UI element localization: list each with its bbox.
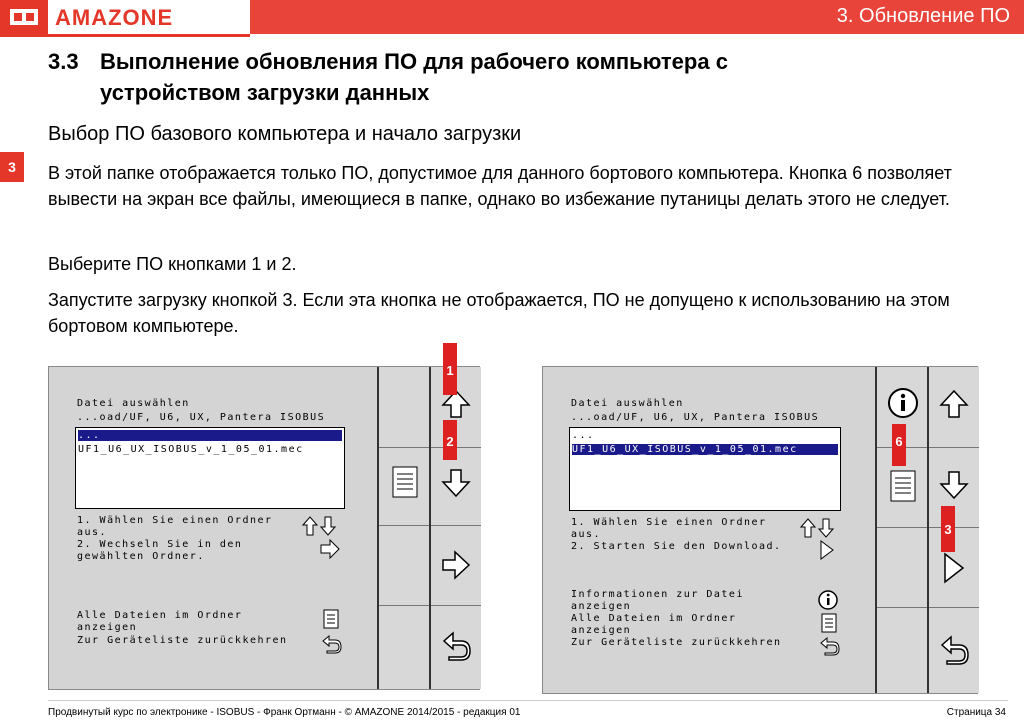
subheading: Выбор ПО базового компьютера и начало загрузки xyxy=(48,123,522,145)
screen1-path: ...oad/UF, U6, UX, Pantera ISOBUS xyxy=(77,412,326,423)
heading-line1: Выполнение обновления ПО для рабочего компьютера с xyxy=(100,49,728,74)
softkey-all-files-button[interactable] xyxy=(379,447,431,526)
screen1-instruction-1: 1. Wählen Sie einen Ordner aus. xyxy=(77,515,273,538)
softkey-back-button[interactable] xyxy=(431,605,481,690)
screen1-softkey-column-left xyxy=(377,367,431,689)
screen2-softkey-column-left xyxy=(875,367,929,693)
marker-3 xyxy=(941,506,955,552)
screen1-title: Datei auswählen xyxy=(77,398,190,409)
footer-text: Продвинутый курс по электронике - ISOBUS - Франк Ортманн - © AMAZONE 2014/2015 - редакция 01 xyxy=(48,707,521,718)
list-item[interactable]: UF1_U6_UX_ISOBUS_v_1_05_01.mec xyxy=(78,444,304,455)
section-title: 3. Обновление ПО xyxy=(836,5,1010,27)
screen1-all-files: Alle Dateien im Ordner anzeigen xyxy=(77,610,243,633)
softkey-empty[interactable] xyxy=(877,607,929,694)
play-icon xyxy=(943,552,965,584)
softkey-back-button[interactable] xyxy=(929,607,979,694)
heading-number: 3.3 xyxy=(48,49,79,74)
return-icon xyxy=(939,634,971,666)
screen1-back-text: Zur Geräteliste zurückkehren xyxy=(77,635,288,646)
screen2-file-list[interactable] xyxy=(569,427,841,511)
info-icon xyxy=(887,387,919,419)
return-icon xyxy=(321,633,343,660)
arrow-right-icon xyxy=(319,539,341,564)
page-title xyxy=(48,46,728,108)
list-item[interactable]: ... xyxy=(78,430,342,441)
heading-line2: устройством загрузки данных xyxy=(100,80,430,105)
chapter-tab: 3 xyxy=(0,152,24,182)
logo-emblem-icon xyxy=(0,0,48,34)
screen1-instruction-2: 2. Wechseln Sie in den gewählten Ordner. xyxy=(77,539,243,562)
softkey-enter-folder-button[interactable] xyxy=(431,525,481,606)
softkey-empty[interactable] xyxy=(379,525,431,606)
info-icon xyxy=(817,589,839,616)
paragraph-1: В этой папке отображается только ПО, допустимое для данного бортового компьютера. Кнопка 6 позволяет вывести на экран все файлы, имеющиеся в папке, однако во избежание путаницы делать этого не следует. xyxy=(48,163,952,209)
screen1-file-list[interactable] xyxy=(75,427,345,509)
up-down-arrows-icon xyxy=(301,515,339,542)
footer-divider xyxy=(48,700,1008,701)
screen2-instruction-2: 2. Starten Sie den Download. xyxy=(571,541,782,552)
list-item[interactable]: UF1_U6_UX_ISOBUS_v_1_05_01.mec xyxy=(572,444,838,455)
brand-name: AMAZONE xyxy=(55,5,174,30)
play-icon xyxy=(819,539,835,566)
page-number: Страница 34 xyxy=(946,707,1006,718)
softkey-empty[interactable] xyxy=(877,527,929,608)
screen2-instruction-1: 1. Wählen Sie einen Ordner aus. xyxy=(571,517,767,540)
marker-1-label: 1 xyxy=(446,363,454,378)
document-icon xyxy=(890,470,916,502)
terminal-screen-2 xyxy=(542,366,978,694)
softkey-empty[interactable] xyxy=(379,605,431,690)
list-item[interactable]: ... xyxy=(572,430,595,441)
screen2-back-text: Zur Geräteliste zurückkehren xyxy=(571,637,782,648)
return-icon xyxy=(819,635,841,662)
document-icon xyxy=(392,466,418,498)
screen2-path: ...oad/UF, U6, UX, Pantera ISOBUS xyxy=(571,412,820,423)
screen2-all-files: Alle Dateien im Ordner anzeigen xyxy=(571,613,737,636)
marker-2-label: 2 xyxy=(446,434,454,449)
arrow-right-icon xyxy=(441,550,471,580)
brand-logo xyxy=(0,0,250,37)
arrow-down-icon xyxy=(939,470,969,500)
paragraph-2: Выберите ПО кнопками 1 и 2. xyxy=(48,254,297,274)
marker-2 xyxy=(443,420,457,460)
arrow-up-icon xyxy=(939,389,969,419)
section-bar xyxy=(250,0,1024,34)
arrow-down-icon xyxy=(441,468,471,498)
marker-1 xyxy=(443,343,457,395)
terminal-screen-1 xyxy=(48,366,480,690)
marker-3-label: 3 xyxy=(944,522,952,537)
screen2-info-text: Informationen zur Datei anzeigen xyxy=(571,589,744,612)
softkey-up-button[interactable] xyxy=(929,367,979,447)
marker-6 xyxy=(892,424,906,466)
document-icon xyxy=(323,609,339,634)
return-icon xyxy=(441,630,473,662)
screen2-title: Datei auswählen xyxy=(571,398,684,409)
paragraph-3: Запустите загрузку кнопкой 3. Если эта кнопка не отображается, ПО не допущено к использованию на этом бортовом компьютере. xyxy=(48,290,950,336)
marker-6-label: 6 xyxy=(895,434,903,449)
screen1-softkey-column-right xyxy=(429,367,481,689)
header xyxy=(0,0,1024,38)
